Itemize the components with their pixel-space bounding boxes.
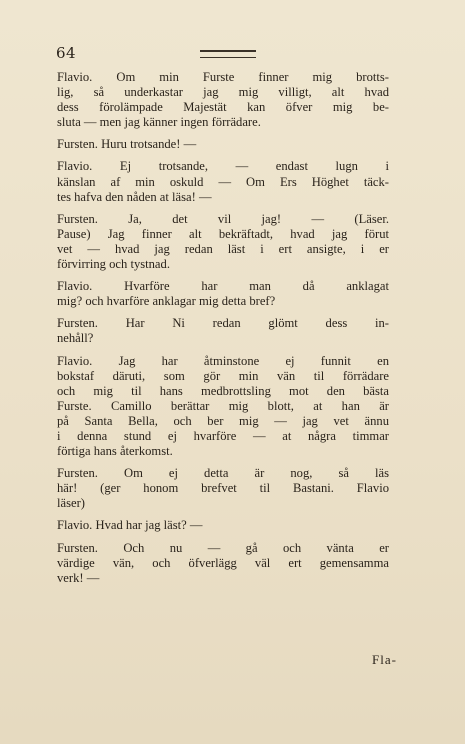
- text-line: Pause) Jag finner alt bekräftadt, hvad jag förut: [57, 226, 389, 241]
- text-line: Flavio. Hvarföre har man då anklagat: [57, 279, 389, 294]
- text-line: värdige vän, och öfverlägg väl ert gemensamma: [57, 555, 389, 570]
- paragraph-gap: [57, 152, 389, 159]
- text-line: här! (ger honom brefvet til Bastani. Flavio: [57, 481, 389, 496]
- text-line: Fursten. Huru trotsande! —: [57, 137, 197, 152]
- text-line: Flavio. Om min Furste finner mig brotts-: [57, 70, 389, 84]
- text-line: känslan af min oskuld — Om Ers Höghet täck-: [57, 174, 389, 189]
- dialogue-text: [57, 70, 389, 586]
- text-line: lig, så underkastar jag mig villigt, alt hvad: [57, 85, 389, 100]
- paragraph-gap: [57, 347, 389, 354]
- text-line: och mig til hans medbrottsling mot den bästa: [57, 383, 389, 398]
- text-line: Flavio. Hvad har jag läst? —: [57, 518, 203, 533]
- paragraph-gap: [57, 272, 389, 279]
- header-ornament-rule: [200, 50, 256, 58]
- paragraph-gap: [57, 205, 389, 212]
- text-line: Flavio. Jag har åtminstone ej funnit en: [57, 353, 389, 368]
- text-line: förvirring och tystnad.: [57, 257, 170, 272]
- text-line: mig? och hvarföre anklagar mig detta bref?: [57, 294, 276, 309]
- paragraph-gap: [57, 459, 389, 466]
- text-line: Fursten. Och nu — gå och vänta er: [57, 540, 389, 555]
- text-line: nehåll?: [57, 331, 94, 346]
- text-line: Fursten. Ja, det vil jag! — (Läser.: [57, 211, 389, 226]
- paragraph-gap: [57, 309, 389, 316]
- paragraph-gap: [57, 511, 389, 518]
- text-line: sluta — men jag känner ingen förrädare.: [57, 115, 261, 130]
- text-line: på Santa Bella, och ber mig — jag vet ännu: [57, 413, 389, 428]
- text-line: tes hafva den nåden at läsa! —: [57, 189, 212, 204]
- text-line: i denna stund ej hvarföre — at några timmar: [57, 428, 389, 443]
- text-line: läser): [57, 496, 85, 511]
- paragraph-gap: [57, 534, 389, 541]
- text-line: Fursten. Har Ni redan glömt dess in-: [57, 316, 389, 331]
- text-line: Flavio. Ej trotsande, — endast lugn i: [57, 159, 389, 174]
- text-line: vet — hvad jag redan läst i ert ansigte, i er: [57, 241, 389, 256]
- text-line: Furste. Camillo berättar mig blott, at han är: [57, 398, 389, 413]
- text-line: dess förolämpade Majestät kan öfver mig be-: [57, 100, 389, 115]
- paragraph-gap: [57, 130, 389, 137]
- text-line: förtiga hans återkomst.: [57, 444, 173, 459]
- text-line: verk! —: [57, 570, 100, 585]
- text-line: Fursten. Om ej detta är nog, så läs: [57, 466, 389, 481]
- text-line: bokstaf däruti, som gör min vän til förrädare: [57, 368, 389, 383]
- page-number: 64: [56, 44, 77, 62]
- catchword: Fla-: [372, 652, 397, 667]
